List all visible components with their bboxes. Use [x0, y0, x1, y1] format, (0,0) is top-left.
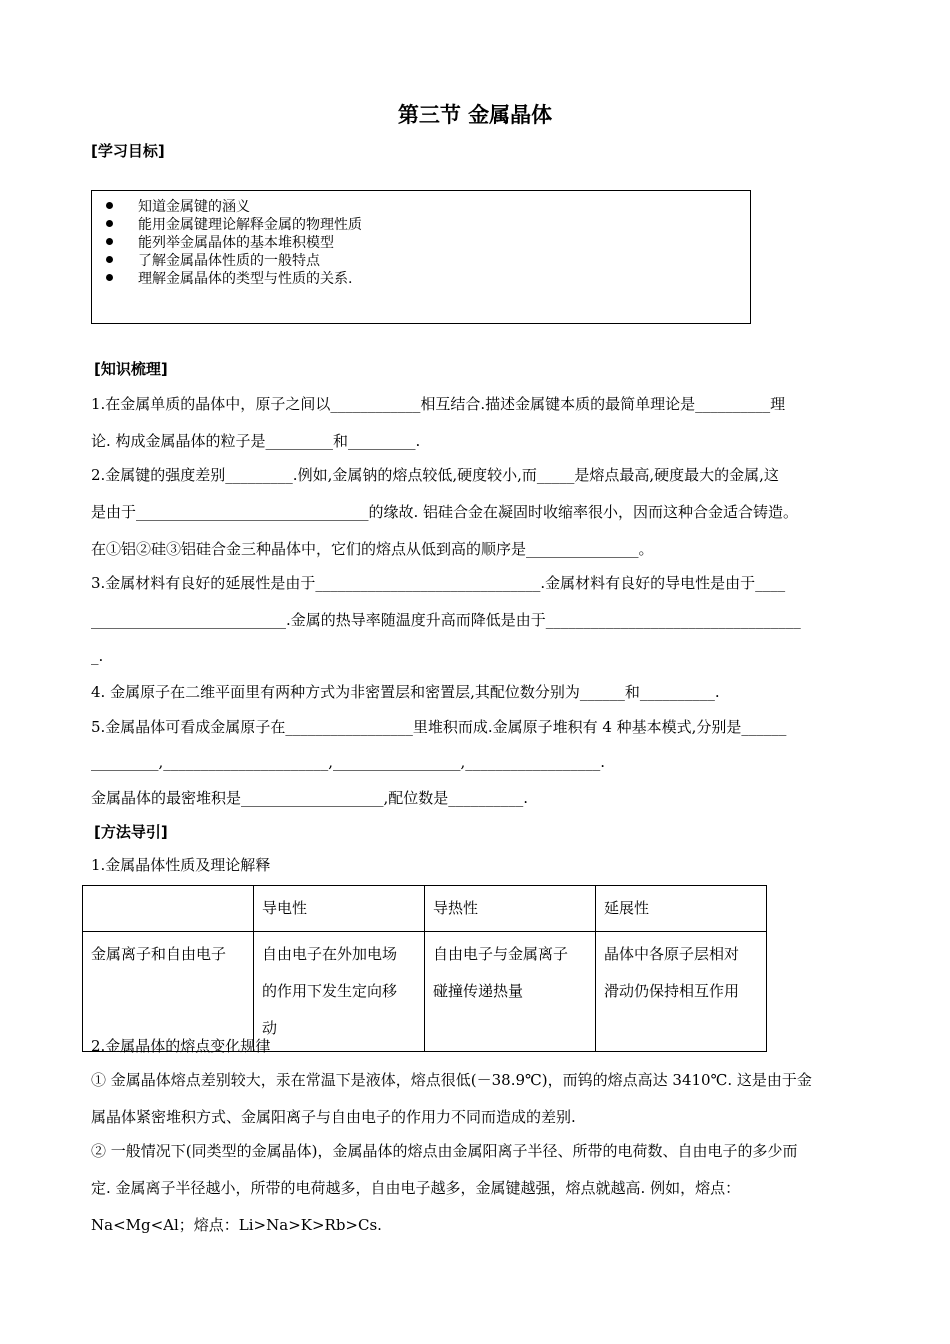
section-knowledge-heading: [知识梳理]	[94, 360, 168, 378]
table-header-cell: 延展性	[596, 886, 767, 932]
table-cell-thermal: 自由电子与金属离子 碰撞传递热量	[425, 932, 596, 1052]
table-header-cell: 导热性	[425, 886, 596, 932]
goal-item: 知道金属键的涵义	[106, 198, 250, 216]
knowledge-line: __________________________.金属的热导率随温度升高而降低是由于__________________________________	[91, 611, 801, 629]
knowledge-line: 4. 金属原子在二维平面里有两种方式为非密置层和密置层,其配位数分别为______和__________.	[91, 683, 720, 701]
table-row	[83, 932, 767, 1052]
melting-line: ② 一般情况下(同类型的金属晶体)，金属晶体的熔点由金属阳离子半径、所带的电荷数、自由电子的多少而	[91, 1142, 798, 1160]
goal-item: 了解金属晶体性质的一般特点	[106, 252, 320, 270]
knowledge-line: 是由于_______________________________的缘故. 铝硅合金在凝固时收缩率很小，因而这种合金适合铸造。	[91, 503, 799, 521]
knowledge-line: _.	[91, 647, 104, 665]
properties-table	[82, 885, 767, 1052]
table-cell-label: 金属离子和自由电子	[83, 932, 254, 1052]
table-header-cell	[83, 886, 254, 932]
bullet-icon	[106, 220, 113, 227]
section-goals-heading: [学习目标]	[91, 142, 165, 160]
bullet-icon	[106, 238, 113, 245]
knowledge-line: 1.在金属单质的晶体中，原子之间以____________相互结合.描述金属键本质的最简单理论是__________理	[91, 395, 786, 413]
melting-line: Na<Mg<Al；熔点：Li>Na>K>Rb>Cs.	[91, 1216, 382, 1234]
page-title: 第三节 金属晶体	[397, 103, 553, 127]
table-cell-conductivity: 自由电子在外加电场 的作用下发生定向移 动	[254, 932, 425, 1052]
table-cell-ductility: 晶体中各原子层相对 滑动仍保持相互作用	[596, 932, 767, 1052]
goal-item: 能用金属键理论解释金属的物理性质	[106, 216, 362, 234]
knowledge-line: 2.金属键的强度差别_________.例如,金属钠的熔点较低,硬度较小,而_____是熔点最高,硬度最大的金属,这	[91, 466, 779, 484]
table-header-cell: 导电性	[254, 886, 425, 932]
knowledge-line: _________,______________________,_________________,__________________.	[91, 753, 606, 771]
table-header-row	[83, 886, 767, 932]
knowledge-line: 5.金属晶体可看成金属原子在_________________里堆积而成.金属原子堆积有 4 种基本模式,分别是______	[91, 718, 787, 736]
section-method-heading: [方法导引]	[94, 823, 168, 841]
bullet-icon	[106, 256, 113, 263]
goal-item: 能列举金属晶体的基本堆积模型	[106, 234, 334, 252]
method-subheading: 1.金属晶体性质及理论解释	[91, 856, 271, 874]
knowledge-line: 3.金属材料有良好的延展性是由于______________________________.金属材料有良好的导电性是由于____	[91, 574, 786, 592]
knowledge-line: 在①铝②硅③铝硅合金三种晶体中，它们的熔点从低到高的顺序是_______________。	[91, 540, 654, 558]
goal-item: 理解金属晶体的类型与性质的关系.	[106, 270, 352, 288]
bullet-icon	[106, 202, 113, 209]
knowledge-line: 金属晶体的最密堆积是___________________,配位数是__________.	[91, 789, 529, 807]
learning-goals-box	[91, 190, 751, 324]
melting-line: ① 金属晶体熔点差别较大，汞在常温下是液体，熔点很低(－38.9℃)，而钨的熔点高达 3410℃. 这是由于金	[91, 1071, 812, 1089]
knowledge-line: 论. 构成金属晶体的粒子是_________和_________.	[91, 432, 421, 450]
melting-line: 2.金属晶体的熔点变化规律	[91, 1037, 271, 1055]
melting-line: 属晶体紧密堆积方式、金属阳离子与自由电子的作用力不同而造成的差别.	[91, 1108, 576, 1126]
melting-line: 定. 金属离子半径越小，所带的电荷越多，自由电子越多，金属键越强，熔点就越高. 例如，熔点：	[91, 1179, 741, 1197]
bullet-icon	[106, 274, 113, 281]
